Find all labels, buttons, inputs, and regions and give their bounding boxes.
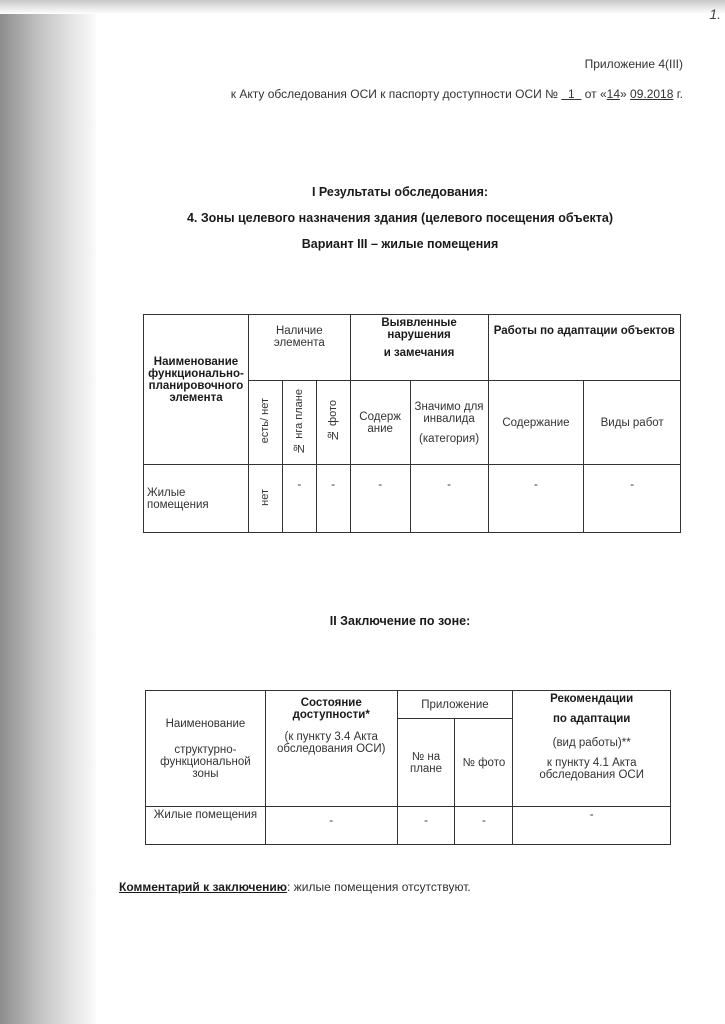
row-works-content: - (488, 465, 584, 533)
date-sep: » (620, 87, 631, 101)
col-recommendations: Рекомендации по адаптации (вид работы)** к пункту 4.1 Акта обследования ОСИ (513, 691, 671, 807)
row2-rec: - (513, 807, 671, 845)
sub-exists: есть/ нет (248, 381, 282, 465)
row2-state: - (265, 807, 397, 845)
row2-plan: - (397, 807, 455, 845)
group-appendix: Приложение (397, 691, 513, 719)
row-plan: - (282, 465, 316, 533)
row-content: - (350, 465, 410, 533)
sub-plan-2: № на плане (397, 719, 455, 807)
group-works: Работы по адаптации объектов (488, 315, 681, 381)
section2-title: II Заключение по зоне: (329, 614, 471, 628)
sub-photo-2: № фото (455, 719, 513, 807)
group-presence: Наличие элемента (248, 315, 350, 381)
row-name: Жилые помещения (144, 465, 249, 533)
section1-variant: Вариант III – жилые помещения (301, 237, 499, 251)
sub-content: Содерж ание (350, 381, 410, 465)
section1-title: I Результаты обследования: (311, 185, 489, 199)
section1-subtitle: 4. Зоны целевого назначения здания (целевого посещения объекта) (186, 211, 614, 225)
appendix-label: Приложение 4(III) (584, 57, 683, 71)
row-exists: нет (248, 465, 282, 533)
col-element-name: Наименование функционально-планировочного элемента (144, 315, 249, 465)
date-suffix: г. (673, 87, 683, 101)
sub-works-content: Содержание (488, 381, 584, 465)
date-year-tail: 18 (660, 87, 674, 101)
group-violations: Выявленные нарушения и замечания (350, 315, 488, 381)
date-month-year: 09.20 (630, 87, 661, 101)
sub-photo: № фото (316, 381, 350, 465)
date-prefix: от « (584, 87, 607, 101)
act-prefix: к Акту обследования ОСИ к паспорту доступности ОСИ № (230, 87, 558, 101)
date-day: 14 (606, 87, 620, 101)
col-state: Состояние доступности* (к пункту 3.4 Акта обследования ОСИ) (265, 691, 397, 807)
row-photo: - (316, 465, 350, 533)
row-significant: - (410, 465, 488, 533)
act-reference-line (231, 87, 683, 101)
row-works-types: - (584, 465, 681, 533)
table-row (144, 465, 681, 533)
table-row (146, 807, 671, 845)
sub-significant: Значимо для инвалида (категория) (410, 381, 488, 465)
sub-plan: № нга плане (282, 381, 316, 465)
row2-photo: - (455, 807, 513, 845)
comment-label: Комментарий к заключению (119, 880, 288, 894)
col-zone-name: Наименование структурно-функциональной зоны (146, 691, 266, 807)
sub-works-types: Виды работ (584, 381, 681, 465)
row2-name: Жилые помещения (146, 807, 266, 845)
act-number: 1 (568, 87, 575, 101)
results-table (143, 314, 681, 533)
page-corner-mark: 1. (709, 6, 721, 22)
conclusion-table (145, 690, 671, 845)
comment-text: : жилые помещения отсутствуют. (287, 880, 471, 894)
conclusion-comment (119, 880, 471, 894)
